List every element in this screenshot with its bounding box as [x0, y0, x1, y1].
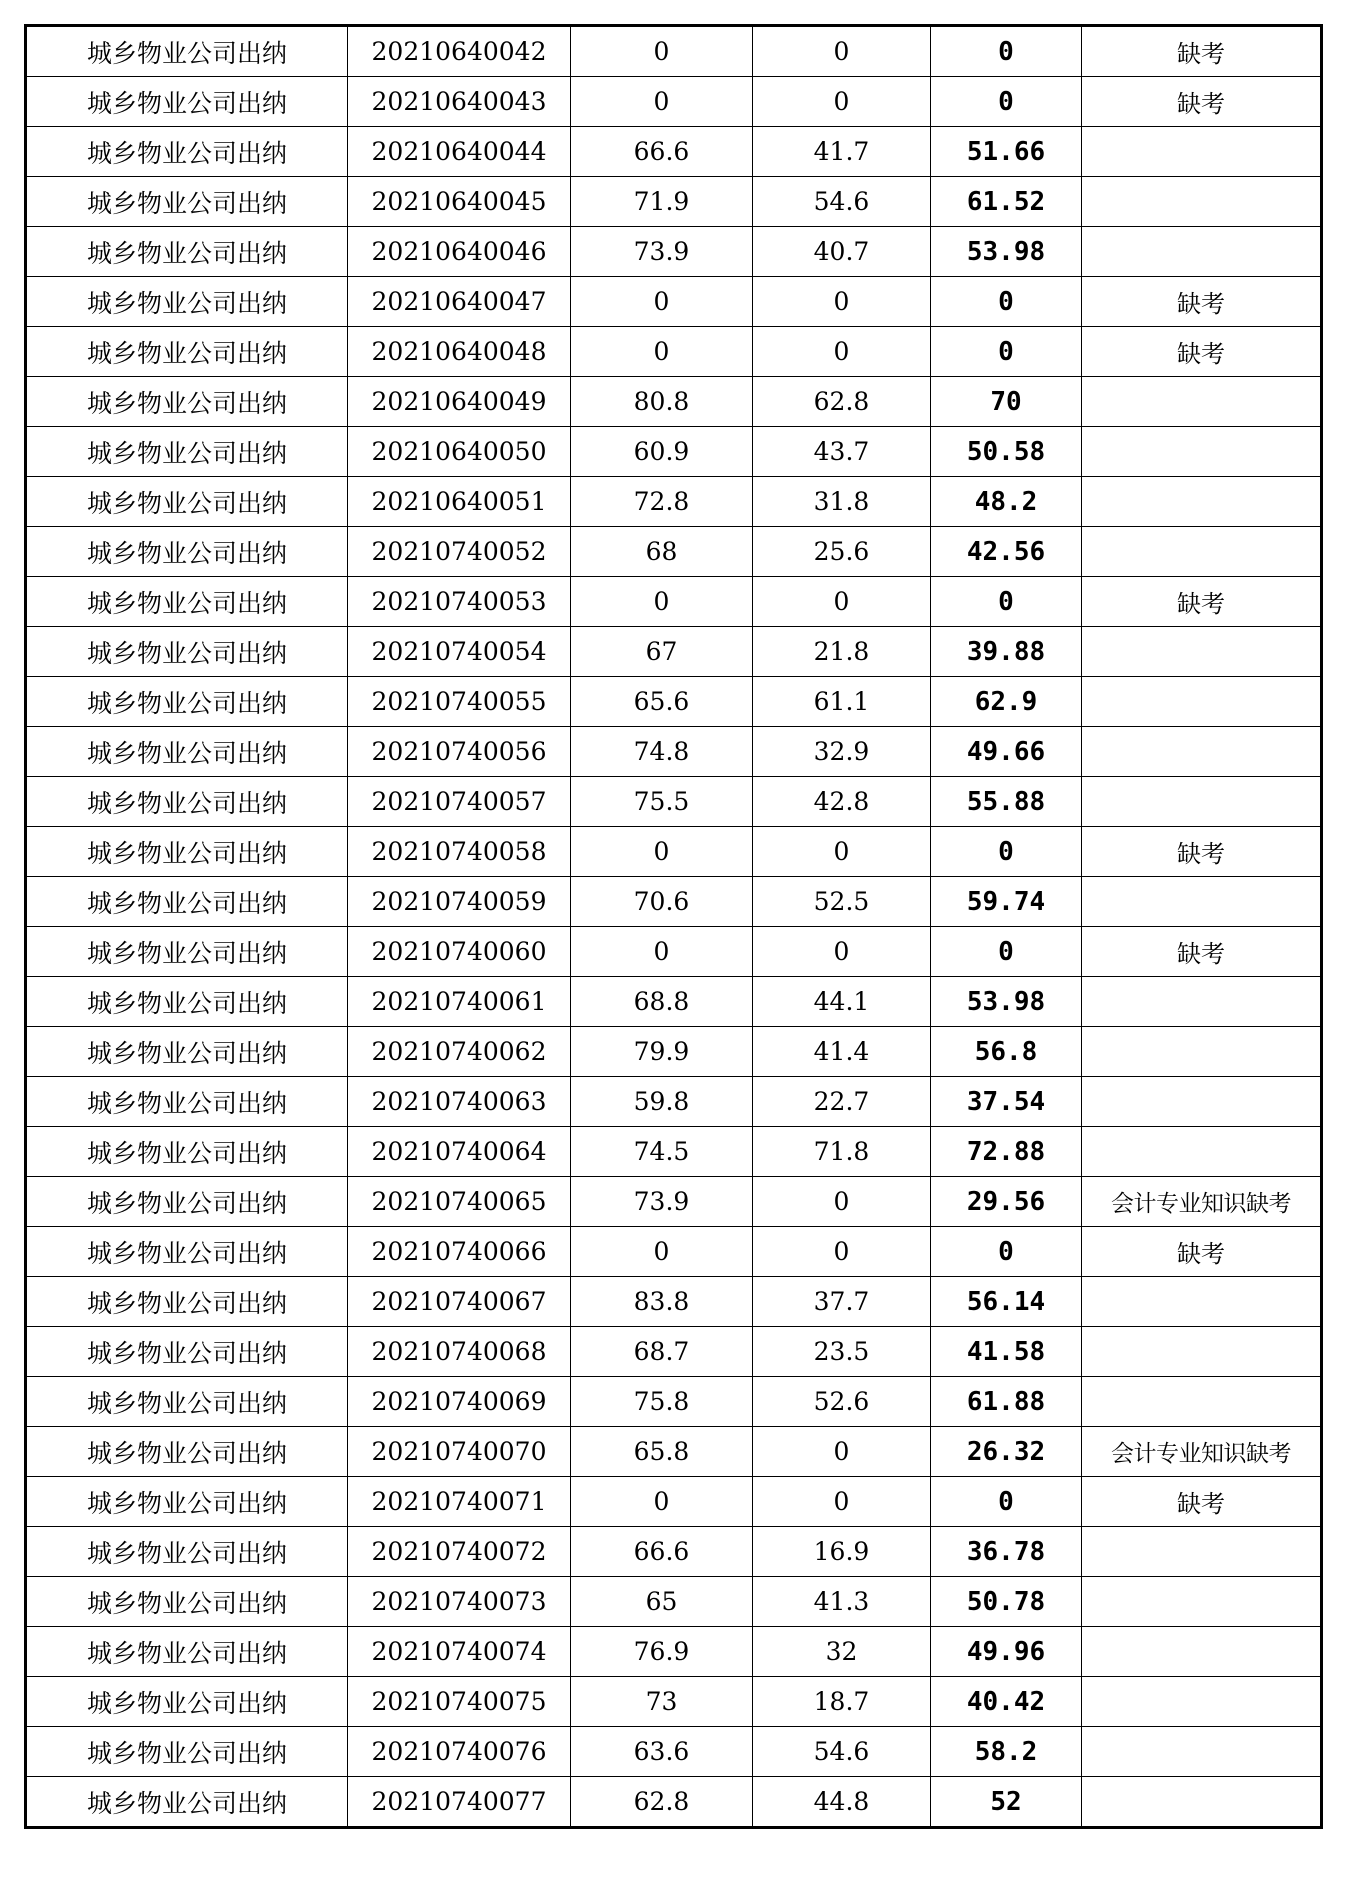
total-score-cell: 58.2: [931, 1727, 1082, 1777]
score-b-cell: 71.8: [753, 1127, 931, 1177]
position-cell: 城乡物业公司出纳: [26, 177, 348, 227]
position-cell: 城乡物业公司出纳: [26, 677, 348, 727]
position-cell: 城乡物业公司出纳: [26, 1427, 348, 1477]
total-score-cell: 61.52: [931, 177, 1082, 227]
position-cell: 城乡物业公司出纳: [26, 1327, 348, 1377]
ticket-number-cell: 20210640047: [348, 277, 571, 327]
score-b-cell: 25.6: [753, 527, 931, 577]
score-b-cell: 0: [753, 827, 931, 877]
position-cell: 城乡物业公司出纳: [26, 1577, 348, 1627]
position-cell: 城乡物业公司出纳: [26, 327, 348, 377]
table-row: [26, 1377, 1322, 1427]
total-score-cell: 37.54: [931, 1077, 1082, 1127]
score-b-cell: 32.9: [753, 727, 931, 777]
position-cell: 城乡物业公司出纳: [26, 427, 348, 477]
position-cell: 城乡物业公司出纳: [26, 1227, 348, 1277]
table-row: [26, 677, 1322, 727]
table-row: [26, 627, 1322, 677]
score-b-cell: 37.7: [753, 1277, 931, 1327]
score-a-cell: 0: [571, 26, 753, 77]
ticket-number-cell: 20210640042: [348, 26, 571, 77]
total-score-cell: 0: [931, 1477, 1082, 1527]
total-score-cell: 70: [931, 377, 1082, 427]
score-a-cell: 73.9: [571, 227, 753, 277]
remark-cell: 缺考: [1082, 26, 1322, 77]
remark-cell: 缺考: [1082, 327, 1322, 377]
table-row: [26, 1677, 1322, 1727]
remark-cell: [1082, 227, 1322, 277]
position-cell: 城乡物业公司出纳: [26, 1777, 348, 1828]
remark-cell: [1082, 1677, 1322, 1727]
score-a-cell: 65.6: [571, 677, 753, 727]
position-cell: 城乡物业公司出纳: [26, 1027, 348, 1077]
total-score-cell: 48.2: [931, 477, 1082, 527]
score-a-cell: 0: [571, 1477, 753, 1527]
table-row: [26, 477, 1322, 527]
score-b-cell: 44.8: [753, 1777, 931, 1828]
position-cell: 城乡物业公司出纳: [26, 777, 348, 827]
position-cell: 城乡物业公司出纳: [26, 1527, 348, 1577]
remark-cell: 缺考: [1082, 77, 1322, 127]
table-row: [26, 227, 1322, 277]
total-score-cell: 50.78: [931, 1577, 1082, 1627]
ticket-number-cell: 20210740077: [348, 1777, 571, 1828]
score-a-cell: 66.6: [571, 1527, 753, 1577]
score-b-cell: 32: [753, 1627, 931, 1677]
position-cell: 城乡物业公司出纳: [26, 1727, 348, 1777]
remark-cell: [1082, 177, 1322, 227]
table-row: [26, 1527, 1322, 1577]
table-row: [26, 1477, 1322, 1527]
score-table: [24, 24, 1323, 1829]
score-a-cell: 62.8: [571, 1777, 753, 1828]
score-b-cell: 21.8: [753, 627, 931, 677]
ticket-number-cell: 20210740064: [348, 1127, 571, 1177]
total-score-cell: 52: [931, 1777, 1082, 1828]
score-a-cell: 60.9: [571, 427, 753, 477]
position-cell: 城乡物业公司出纳: [26, 827, 348, 877]
total-score-cell: 50.58: [931, 427, 1082, 477]
score-b-cell: 0: [753, 1427, 931, 1477]
position-cell: 城乡物业公司出纳: [26, 577, 348, 627]
total-score-cell: 61.88: [931, 1377, 1082, 1427]
table-row: [26, 527, 1322, 577]
ticket-number-cell: 20210740075: [348, 1677, 571, 1727]
score-b-cell: 62.8: [753, 377, 931, 427]
score-b-cell: 52.5: [753, 877, 931, 927]
position-cell: 城乡物业公司出纳: [26, 1377, 348, 1427]
ticket-number-cell: 20210740074: [348, 1627, 571, 1677]
score-b-cell: 42.8: [753, 777, 931, 827]
total-score-cell: 0: [931, 26, 1082, 77]
ticket-number-cell: 20210640048: [348, 327, 571, 377]
total-score-cell: 39.88: [931, 627, 1082, 677]
score-a-cell: 75.5: [571, 777, 753, 827]
remark-cell: 缺考: [1082, 1477, 1322, 1527]
ticket-number-cell: 20210740058: [348, 827, 571, 877]
position-cell: 城乡物业公司出纳: [26, 1627, 348, 1677]
ticket-number-cell: 20210740063: [348, 1077, 571, 1127]
total-score-cell: 0: [931, 827, 1082, 877]
table-row: [26, 577, 1322, 627]
remark-cell: 缺考: [1082, 927, 1322, 977]
ticket-number-cell: 20210740056: [348, 727, 571, 777]
position-cell: 城乡物业公司出纳: [26, 477, 348, 527]
position-cell: 城乡物业公司出纳: [26, 127, 348, 177]
position-cell: 城乡物业公司出纳: [26, 627, 348, 677]
position-cell: 城乡物业公司出纳: [26, 727, 348, 777]
score-b-cell: 31.8: [753, 477, 931, 527]
position-cell: 城乡物业公司出纳: [26, 1477, 348, 1527]
score-table-body: [26, 26, 1322, 1828]
total-score-cell: 56.8: [931, 1027, 1082, 1077]
score-a-cell: 80.8: [571, 377, 753, 427]
table-row: [26, 727, 1322, 777]
position-cell: 城乡物业公司出纳: [26, 227, 348, 277]
score-a-cell: 0: [571, 577, 753, 627]
remark-cell: [1082, 1777, 1322, 1828]
remark-cell: 缺考: [1082, 577, 1322, 627]
total-score-cell: 0: [931, 327, 1082, 377]
score-a-cell: 68.7: [571, 1327, 753, 1377]
remark-cell: [1082, 1077, 1322, 1127]
position-cell: 城乡物业公司出纳: [26, 927, 348, 977]
ticket-number-cell: 20210740054: [348, 627, 571, 677]
score-a-cell: 65.8: [571, 1427, 753, 1477]
ticket-number-cell: 20210740067: [348, 1277, 571, 1327]
ticket-number-cell: 20210740052: [348, 527, 571, 577]
total-score-cell: 62.9: [931, 677, 1082, 727]
remark-cell: [1082, 627, 1322, 677]
remark-cell: [1082, 527, 1322, 577]
total-score-cell: 53.98: [931, 977, 1082, 1027]
total-score-cell: 49.66: [931, 727, 1082, 777]
table-row: [26, 777, 1322, 827]
score-a-cell: 59.8: [571, 1077, 753, 1127]
score-b-cell: 0: [753, 77, 931, 127]
position-cell: 城乡物业公司出纳: [26, 1677, 348, 1727]
remark-cell: [1082, 727, 1322, 777]
score-a-cell: 76.9: [571, 1627, 753, 1677]
score-a-cell: 74.8: [571, 727, 753, 777]
ticket-number-cell: 20210640050: [348, 427, 571, 477]
position-cell: 城乡物业公司出纳: [26, 1277, 348, 1327]
score-a-cell: 0: [571, 1227, 753, 1277]
remark-cell: 会计专业知识缺考: [1082, 1427, 1322, 1477]
total-score-cell: 72.88: [931, 1127, 1082, 1177]
table-row: [26, 1727, 1322, 1777]
remark-cell: [1082, 1027, 1322, 1077]
total-score-cell: 59.74: [931, 877, 1082, 927]
score-a-cell: 0: [571, 327, 753, 377]
total-score-cell: 36.78: [931, 1527, 1082, 1577]
table-row: [26, 177, 1322, 227]
score-a-cell: 0: [571, 827, 753, 877]
ticket-number-cell: 20210640043: [348, 77, 571, 127]
remark-cell: [1082, 477, 1322, 527]
total-score-cell: 56.14: [931, 1277, 1082, 1327]
table-row: [26, 877, 1322, 927]
ticket-number-cell: 20210740066: [348, 1227, 571, 1277]
score-a-cell: 63.6: [571, 1727, 753, 1777]
score-b-cell: 23.5: [753, 1327, 931, 1377]
score-b-cell: 22.7: [753, 1077, 931, 1127]
score-a-cell: 73.9: [571, 1177, 753, 1227]
remark-cell: [1082, 1727, 1322, 1777]
ticket-number-cell: 20210640051: [348, 477, 571, 527]
table-row: [26, 1627, 1322, 1677]
score-b-cell: 61.1: [753, 677, 931, 727]
score-a-cell: 66.6: [571, 127, 753, 177]
total-score-cell: 29.56: [931, 1177, 1082, 1227]
ticket-number-cell: 20210740069: [348, 1377, 571, 1427]
remark-cell: [1082, 777, 1322, 827]
table-row: [26, 1077, 1322, 1127]
remark-cell: [1082, 877, 1322, 927]
ticket-number-cell: 20210740057: [348, 777, 571, 827]
ticket-number-cell: 20210740059: [348, 877, 571, 927]
remark-cell: [1082, 427, 1322, 477]
score-a-cell: 65: [571, 1577, 753, 1627]
score-b-cell: 40.7: [753, 227, 931, 277]
position-cell: 城乡物业公司出纳: [26, 26, 348, 77]
score-a-cell: 70.6: [571, 877, 753, 927]
position-cell: 城乡物业公司出纳: [26, 1077, 348, 1127]
ticket-number-cell: 20210740061: [348, 977, 571, 1027]
score-a-cell: 0: [571, 927, 753, 977]
table-row: [26, 827, 1322, 877]
remark-cell: [1082, 1577, 1322, 1627]
remark-cell: [1082, 977, 1322, 1027]
total-score-cell: 53.98: [931, 227, 1082, 277]
ticket-number-cell: 20210640049: [348, 377, 571, 427]
position-cell: 城乡物业公司出纳: [26, 977, 348, 1027]
total-score-cell: 49.96: [931, 1627, 1082, 1677]
total-score-cell: 40.42: [931, 1677, 1082, 1727]
table-row: [26, 26, 1322, 77]
score-b-cell: 41.7: [753, 127, 931, 177]
score-b-cell: 41.3: [753, 1577, 931, 1627]
total-score-cell: 0: [931, 1227, 1082, 1277]
total-score-cell: 51.66: [931, 127, 1082, 177]
remark-cell: [1082, 377, 1322, 427]
score-a-cell: 67: [571, 627, 753, 677]
position-cell: 城乡物业公司出纳: [26, 527, 348, 577]
table-row: [26, 1277, 1322, 1327]
ticket-number-cell: 20210740070: [348, 1427, 571, 1477]
score-b-cell: 0: [753, 927, 931, 977]
remark-cell: [1082, 1527, 1322, 1577]
remark-cell: 会计专业知识缺考: [1082, 1177, 1322, 1227]
remark-cell: [1082, 1627, 1322, 1677]
table-row: [26, 1577, 1322, 1627]
table-row: [26, 927, 1322, 977]
total-score-cell: 0: [931, 927, 1082, 977]
score-a-cell: 75.8: [571, 1377, 753, 1427]
position-cell: 城乡物业公司出纳: [26, 377, 348, 427]
score-b-cell: 16.9: [753, 1527, 931, 1577]
score-a-cell: 74.5: [571, 1127, 753, 1177]
table-row: [26, 77, 1322, 127]
score-b-cell: 54.6: [753, 1727, 931, 1777]
score-b-cell: 41.4: [753, 1027, 931, 1077]
position-cell: 城乡物业公司出纳: [26, 877, 348, 927]
position-cell: 城乡物业公司出纳: [26, 277, 348, 327]
remark-cell: 缺考: [1082, 1227, 1322, 1277]
ticket-number-cell: 20210740053: [348, 577, 571, 627]
total-score-cell: 0: [931, 577, 1082, 627]
remark-cell: [1082, 677, 1322, 727]
score-b-cell: 52.6: [753, 1377, 931, 1427]
position-cell: 城乡物业公司出纳: [26, 77, 348, 127]
remark-cell: [1082, 1277, 1322, 1327]
score-a-cell: 73: [571, 1677, 753, 1727]
table-row: [26, 1177, 1322, 1227]
table-row: [26, 1227, 1322, 1277]
score-b-cell: 43.7: [753, 427, 931, 477]
score-b-cell: 44.1: [753, 977, 931, 1027]
ticket-number-cell: 20210640045: [348, 177, 571, 227]
score-b-cell: 0: [753, 577, 931, 627]
score-b-cell: 54.6: [753, 177, 931, 227]
position-cell: 城乡物业公司出纳: [26, 1177, 348, 1227]
score-a-cell: 72.8: [571, 477, 753, 527]
score-a-cell: 83.8: [571, 1277, 753, 1327]
total-score-cell: 26.32: [931, 1427, 1082, 1477]
table-row: [26, 327, 1322, 377]
position-cell: 城乡物业公司出纳: [26, 1127, 348, 1177]
remark-cell: [1082, 1327, 1322, 1377]
score-a-cell: 0: [571, 77, 753, 127]
ticket-number-cell: 20210740060: [348, 927, 571, 977]
score-a-cell: 71.9: [571, 177, 753, 227]
ticket-number-cell: 20210740072: [348, 1527, 571, 1577]
score-a-cell: 79.9: [571, 1027, 753, 1077]
table-row: [26, 1427, 1322, 1477]
table-row: [26, 977, 1322, 1027]
score-b-cell: 0: [753, 1477, 931, 1527]
score-b-cell: 0: [753, 327, 931, 377]
score-a-cell: 68.8: [571, 977, 753, 1027]
total-score-cell: 42.56: [931, 527, 1082, 577]
total-score-cell: 41.58: [931, 1327, 1082, 1377]
remark-cell: 缺考: [1082, 827, 1322, 877]
table-row: [26, 1777, 1322, 1828]
total-score-cell: 0: [931, 277, 1082, 327]
remark-cell: 缺考: [1082, 277, 1322, 327]
score-b-cell: 0: [753, 26, 931, 77]
score-a-cell: 68: [571, 527, 753, 577]
total-score-cell: 0: [931, 77, 1082, 127]
score-b-cell: 0: [753, 1177, 931, 1227]
table-row: [26, 1027, 1322, 1077]
table-row: [26, 127, 1322, 177]
score-b-cell: 0: [753, 1227, 931, 1277]
score-a-cell: 0: [571, 277, 753, 327]
remark-cell: [1082, 127, 1322, 177]
table-row: [26, 427, 1322, 477]
table-row: [26, 277, 1322, 327]
ticket-number-cell: 20210740076: [348, 1727, 571, 1777]
ticket-number-cell: 20210740055: [348, 677, 571, 727]
total-score-cell: 55.88: [931, 777, 1082, 827]
ticket-number-cell: 20210740065: [348, 1177, 571, 1227]
score-b-cell: 18.7: [753, 1677, 931, 1727]
ticket-number-cell: 20210740073: [348, 1577, 571, 1627]
ticket-number-cell: 20210640044: [348, 127, 571, 177]
ticket-number-cell: 20210740062: [348, 1027, 571, 1077]
ticket-number-cell: 20210740071: [348, 1477, 571, 1527]
remark-cell: [1082, 1377, 1322, 1427]
score-b-cell: 0: [753, 277, 931, 327]
table-row: [26, 1327, 1322, 1377]
ticket-number-cell: 20210740068: [348, 1327, 571, 1377]
ticket-number-cell: 20210640046: [348, 227, 571, 277]
table-row: [26, 1127, 1322, 1177]
table-row: [26, 377, 1322, 427]
remark-cell: [1082, 1127, 1322, 1177]
